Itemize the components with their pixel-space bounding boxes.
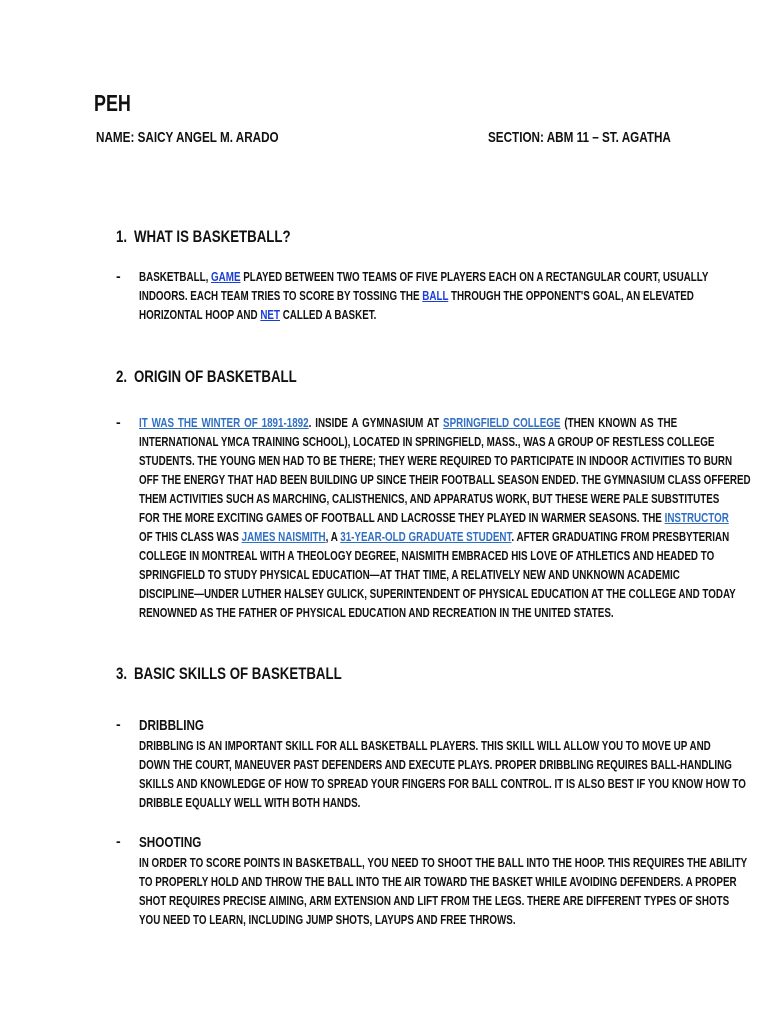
paragraph-origin (139, 414, 751, 623)
student-section: SECTION: ABM 11 – ST. AGATHA (488, 129, 671, 146)
bullet-dash: - (116, 833, 121, 849)
link-james-naismith[interactable]: JAMES NAISMITH (241, 530, 326, 544)
paragraph-line: IN ORDER TO SCORE POINTS IN BASKETBALL, YOU NEED TO SHOOT THE BALL INTO THE HOOP. THIS REQUIRES THE ABILITY (139, 856, 748, 870)
subheading-dribbling: DRIBBLING (139, 717, 204, 734)
link-ball[interactable]: BALL (422, 289, 449, 303)
paragraph-line: TO PROPERLY HOLD AND THROW THE BALL INTO THE AIR TOWARD THE BASKET WHILE AVOIDING DEFENDERS. A PROPER (139, 875, 737, 889)
text-run: , A (325, 530, 341, 544)
heading-number: 1. (116, 227, 128, 246)
paragraph-line: DISCIPLINE—UNDER LUTHER HALSEY GULICK, SUPERINTENDENT OF PHYSICAL EDUCATION AT THE COLLEGE AND TODAY (139, 587, 736, 601)
heading-basic-skills (116, 664, 342, 684)
paragraph-line: YOU NEED TO LEARN, INCLUDING JUMP SHOTS, LAYUPS AND FREE THROWS. (139, 913, 516, 927)
text-run: . INSIDE A GYMNASIUM AT (308, 416, 444, 430)
heading-what-is-basketball (116, 227, 291, 247)
paragraph-line: DRIBBLE EQUALLY WELL WITH BOTH HANDS. (139, 796, 361, 810)
heading-origin-of-basketball (116, 367, 297, 387)
text-run: PLAYED BETWEEN TWO TEAMS OF FIVE PLAYERS EACH ON A RECTANGULAR COURT, USUALLY (240, 270, 709, 284)
text-run: CALLED A BASKET. (279, 308, 377, 322)
paragraph-line: SPRINGFIELD TO STUDY PHYSICAL EDUCATION—AT THAT TIME, A RELATIVELY NEW AND UNKNOWN ACADEMIC (139, 568, 680, 582)
bullet-dash: - (116, 716, 121, 732)
paragraph-line (139, 287, 694, 306)
paragraph-line (139, 528, 730, 547)
bullet-dash: - (116, 414, 121, 430)
heading-number: 3. (116, 664, 128, 683)
heading-text: WHAT IS BASKETBALL? (133, 227, 291, 246)
paragraph-line: THEM ACTIVITIES SUCH AS MARCHING, CALISTHENICS, AND APPARATUS WORK, BUT THESE WERE PALE SUBSTITUTES (139, 492, 720, 506)
heading-number: 2. (116, 367, 128, 386)
link-instructor[interactable]: INSTRUCTOR (664, 511, 729, 525)
paragraph-line: INTERNATIONAL YMCA TRAINING SCHOOL), LOCATED IN SPRINGFIELD, MASS., WAS A GROUP OF RESTLESS COLLEGE (139, 435, 715, 449)
text-run: . AFTER GRADUATING FROM PRESBYTERIAN (511, 530, 730, 544)
link-winter-1891-1892[interactable]: IT WAS THE WINTER OF 1891-1892 (139, 416, 309, 430)
document-title: PEH (94, 90, 131, 116)
text-run: (THEN KNOWN AS THE (560, 416, 678, 430)
paragraph-line: DOWN THE COURT, MANEUVER PAST DEFENDERS AND EXECUTE PLAYS. PROPER DRIBBLING REQUIRES BALL-HANDLING (139, 758, 732, 772)
text-run: INDOORS. EACH TEAM TRIES TO SCORE BY TOSSING THE (139, 289, 423, 303)
bullet-dash: - (116, 268, 121, 284)
paragraph-line: OFF THE ENERGY THAT HAD BEEN BUILDING UP SINCE THEIR FOOTBALL SEASON ENDED. THE GYMNASIUM CLASS OFFERED (139, 473, 751, 487)
subheading-shooting: SHOOTING (139, 834, 202, 851)
paragraph-what-is-basketball (139, 268, 709, 325)
text-run: HORIZONTAL HOOP AND (139, 308, 261, 322)
text-run: BASKETBALL, (139, 270, 212, 284)
student-name: NAME: SAICY ANGEL M. ARADO (96, 129, 279, 146)
paragraph-shooting (139, 854, 748, 930)
paragraph-line (139, 268, 709, 287)
paragraph-line: SHOT REQUIRES PRECISE AIMING, ARM EXTENSION AND LIFT FROM THE LEGS. THERE ARE DIFFERENT TYPES OF SHOTS (139, 894, 730, 908)
heading-text: BASIC SKILLS OF BASKETBALL (133, 664, 342, 683)
paragraph-line: COLLEGE IN MONTREAL WITH A THEOLOGY DEGREE, NAISMITH EMBRACED HIS LOVE OF ATHLETICS AND HEADED TO (139, 549, 715, 563)
paragraph-line (139, 414, 677, 433)
text-run: OF THIS CLASS WAS (139, 530, 242, 544)
text-run: FOR THE MORE EXCITING GAMES OF FOOTBALL AND LACROSSE THEY PLAYED IN WARMER SEASONS. THE (139, 511, 665, 525)
paragraph-line (139, 509, 729, 528)
paragraph-line (139, 306, 677, 325)
paragraph-line: STUDENTS. THE YOUNG MEN HAD TO BE THERE; THEY WERE REQUIRED TO PARTICIPATE IN INDOOR ACTIVITIES TO BURN (139, 454, 733, 468)
link-game[interactable]: GAME (211, 270, 241, 284)
text-run: THROUGH THE OPPONENT'S GOAL, AN ELEVATED (448, 289, 694, 303)
paragraph-line: RENOWNED AS THE FATHER OF PHYSICAL EDUCATION AND RECREATION IN THE UNITED STATES. (139, 606, 614, 620)
paragraph-dribbling (139, 737, 746, 813)
heading-text: ORIGIN OF BASKETBALL (133, 367, 297, 386)
paragraph-line: SKILLS AND KNOWLEDGE OF HOW TO SPREAD YOUR FINGERS FOR BALL CONTROL. IT IS ALSO BEST IF YOU KNOW HOW TO (139, 777, 746, 791)
link-net[interactable]: NET (260, 308, 280, 322)
link-springfield-college[interactable]: SPRINGFIELD COLLEGE (443, 416, 561, 430)
paragraph-line: DRIBBLING IS AN IMPORTANT SKILL FOR ALL BASKETBALL PLAYERS. THIS SKILL WILL ALLOW YOU TO MOVE UP AND (139, 739, 711, 753)
link-graduate-student[interactable]: 31-YEAR-OLD GRADUATE STUDENT (340, 530, 512, 544)
